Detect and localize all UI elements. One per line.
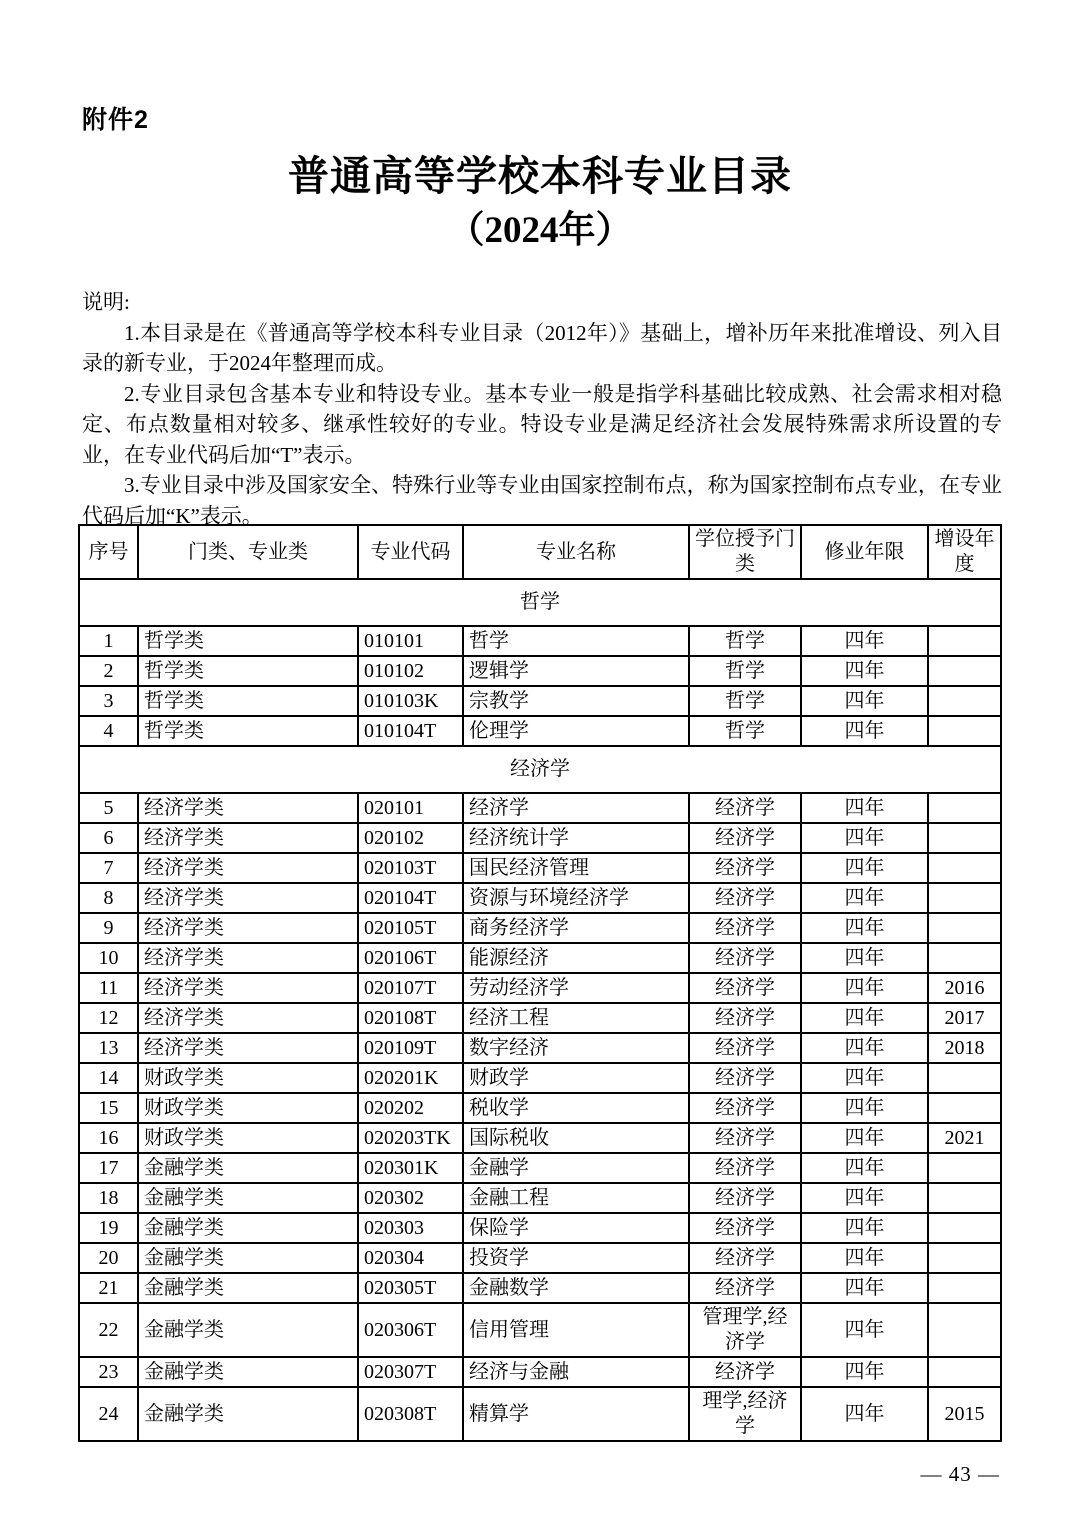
row-serial-no: 4 xyxy=(79,716,138,746)
row-serial-no: 1 xyxy=(79,626,138,656)
row-major-name: 投资学 xyxy=(463,1243,689,1273)
row-major-name: 资源与环境经济学 xyxy=(463,883,689,913)
majors-catalog-table xyxy=(78,524,1002,1442)
row-category: 经济学类 xyxy=(138,973,358,1003)
row-year-added xyxy=(928,1243,1001,1273)
table-row xyxy=(79,943,1001,973)
row-year-added: 2018 xyxy=(928,1033,1001,1063)
row-category: 哲学类 xyxy=(138,716,358,746)
row-degree-category: 经济学 xyxy=(689,883,801,913)
row-serial-no: 6 xyxy=(79,823,138,853)
row-major-code: 010104T xyxy=(358,716,463,746)
row-major-name: 金融学 xyxy=(463,1153,689,1183)
table-row xyxy=(79,686,1001,716)
table-row xyxy=(79,1213,1001,1243)
row-category: 经济学类 xyxy=(138,913,358,943)
row-serial-no: 5 xyxy=(79,793,138,823)
row-major-name: 经济学 xyxy=(463,793,689,823)
row-major-code: 020201K xyxy=(358,1063,463,1093)
row-degree-category: 经济学 xyxy=(689,1033,801,1063)
row-major-code: 010103K xyxy=(358,686,463,716)
row-year-added xyxy=(928,943,1001,973)
table-row xyxy=(79,1123,1001,1153)
row-major-name: 劳动经济学 xyxy=(463,973,689,1003)
note-paragraph-3: 3.专业目录中涉及国家安全、特殊行业等专业由国家控制布点，称为国家控制布点专业，在专业代码后加“K”表示。 xyxy=(82,473,1002,528)
row-category: 经济学类 xyxy=(138,823,358,853)
table-row xyxy=(79,1183,1001,1213)
table-row xyxy=(79,1303,1001,1357)
row-category: 金融学类 xyxy=(138,1213,358,1243)
table-row xyxy=(79,883,1001,913)
row-serial-no: 7 xyxy=(79,853,138,883)
table-row xyxy=(79,1003,1001,1033)
row-degree-category: 经济学 xyxy=(689,853,801,883)
row-major-code: 020103T xyxy=(358,853,463,883)
row-study-duration: 四年 xyxy=(801,1303,928,1357)
row-category: 金融学类 xyxy=(138,1357,358,1387)
row-degree-category: 经济学 xyxy=(689,1153,801,1183)
row-major-code: 020106T xyxy=(358,943,463,973)
row-major-name: 国民经济管理 xyxy=(463,853,689,883)
row-major-code: 020301K xyxy=(358,1153,463,1183)
row-major-name: 数字经济 xyxy=(463,1033,689,1063)
row-serial-no: 22 xyxy=(79,1303,138,1357)
row-year-added xyxy=(928,793,1001,823)
row-category: 经济学类 xyxy=(138,793,358,823)
table-row xyxy=(79,656,1001,686)
table-row xyxy=(79,973,1001,1003)
row-major-name: 商务经济学 xyxy=(463,913,689,943)
section-label: 哲学 xyxy=(79,579,1001,626)
row-degree-category: 经济学 xyxy=(689,1243,801,1273)
row-year-added xyxy=(928,823,1001,853)
table-row xyxy=(79,1357,1001,1387)
page-number: — 43 — xyxy=(920,1462,1000,1486)
row-serial-no: 24 xyxy=(79,1387,138,1441)
row-major-code: 020303 xyxy=(358,1213,463,1243)
row-year-added xyxy=(928,1183,1001,1213)
row-year-added xyxy=(928,656,1001,686)
row-year-added: 2021 xyxy=(928,1123,1001,1153)
row-major-name: 经济与金融 xyxy=(463,1357,689,1387)
row-major-name: 信用管理 xyxy=(463,1303,689,1357)
row-serial-no: 13 xyxy=(79,1033,138,1063)
row-study-duration: 四年 xyxy=(801,1213,928,1243)
row-category: 金融学类 xyxy=(138,1153,358,1183)
row-serial-no: 19 xyxy=(79,1213,138,1243)
table-row xyxy=(79,793,1001,823)
row-serial-no: 14 xyxy=(79,1063,138,1093)
row-category: 金融学类 xyxy=(138,1243,358,1273)
row-category: 哲学类 xyxy=(138,656,358,686)
row-major-code: 020203TK xyxy=(358,1123,463,1153)
row-degree-category: 经济学 xyxy=(689,1003,801,1033)
note-paragraph-1: 1.本目录是在《普通高等学校本科专业目录（2012年）》基础上，增补历年来批准增设、列入目录的新专业，于2024年整理而成。 xyxy=(82,320,1002,375)
table-row xyxy=(79,1273,1001,1303)
row-major-code: 020202 xyxy=(358,1093,463,1123)
row-study-duration: 四年 xyxy=(801,823,928,853)
row-year-added xyxy=(928,1303,1001,1357)
row-category: 金融学类 xyxy=(138,1387,358,1441)
row-degree-category: 经济学 xyxy=(689,913,801,943)
row-category: 金融学类 xyxy=(138,1273,358,1303)
row-degree-category: 管理学,经济学 xyxy=(689,1303,801,1357)
row-serial-no: 11 xyxy=(79,973,138,1003)
row-year-added: 2016 xyxy=(928,973,1001,1003)
header-category: 门类、专业类 xyxy=(138,525,358,579)
header-major-name: 专业名称 xyxy=(463,525,689,579)
row-major-name: 国际税收 xyxy=(463,1123,689,1153)
row-study-duration: 四年 xyxy=(801,1123,928,1153)
row-study-duration: 四年 xyxy=(801,943,928,973)
row-serial-no: 10 xyxy=(79,943,138,973)
row-year-added: 2017 xyxy=(928,1003,1001,1033)
row-major-name: 逻辑学 xyxy=(463,656,689,686)
row-year-added xyxy=(928,1357,1001,1387)
attachment-label: 附件2 xyxy=(82,106,149,134)
section-row xyxy=(79,746,1001,793)
row-year-added xyxy=(928,626,1001,656)
row-major-code: 020102 xyxy=(358,823,463,853)
table-row xyxy=(79,626,1001,656)
table-row xyxy=(79,853,1001,883)
row-serial-no: 17 xyxy=(79,1153,138,1183)
table-row xyxy=(79,913,1001,943)
row-study-duration: 四年 xyxy=(801,1183,928,1213)
table-row xyxy=(79,1033,1001,1063)
row-year-added xyxy=(928,1093,1001,1123)
row-major-code: 010101 xyxy=(358,626,463,656)
note-paragraph-2: 2.专业目录包含基本专业和特设专业。基本专业一般是指学科基础比较成熟、社会需求相对稳定、布点数量相对较多、继承性较好的专业。特设专业是满足经济社会发展特殊需求所设置的专业，在专业代码后加“T”表示。 xyxy=(82,381,1002,467)
row-study-duration: 四年 xyxy=(801,656,928,686)
row-serial-no: 16 xyxy=(79,1123,138,1153)
table-header-row xyxy=(79,525,1001,579)
row-study-duration: 四年 xyxy=(801,1273,928,1303)
row-degree-category: 经济学 xyxy=(689,1273,801,1303)
row-study-duration: 四年 xyxy=(801,973,928,1003)
row-study-duration: 四年 xyxy=(801,626,928,656)
row-category: 哲学类 xyxy=(138,626,358,656)
row-category: 财政学类 xyxy=(138,1063,358,1093)
row-study-duration: 四年 xyxy=(801,1063,928,1093)
section-row xyxy=(79,579,1001,626)
row-category: 财政学类 xyxy=(138,1123,358,1153)
row-degree-category: 哲学 xyxy=(689,716,801,746)
row-study-duration: 四年 xyxy=(801,1033,928,1063)
row-year-added: 2015 xyxy=(928,1387,1001,1441)
row-study-duration: 四年 xyxy=(801,1243,928,1273)
row-serial-no: 2 xyxy=(79,656,138,686)
row-serial-no: 23 xyxy=(79,1357,138,1387)
row-year-added xyxy=(928,716,1001,746)
row-major-code: 020304 xyxy=(358,1243,463,1273)
row-study-duration: 四年 xyxy=(801,1003,928,1033)
row-degree-category: 哲学 xyxy=(689,626,801,656)
header-serial-no: 序号 xyxy=(79,525,138,579)
row-year-added xyxy=(928,853,1001,883)
row-study-duration: 四年 xyxy=(801,1357,928,1387)
row-major-code: 020307T xyxy=(358,1357,463,1387)
notes-section xyxy=(82,287,1002,531)
page-title: 普通高等学校本科专业目录 xyxy=(288,153,792,199)
row-major-code: 020305T xyxy=(358,1273,463,1303)
row-category: 经济学类 xyxy=(138,943,358,973)
row-degree-category: 经济学 xyxy=(689,793,801,823)
row-year-added xyxy=(928,883,1001,913)
row-year-added xyxy=(928,1153,1001,1183)
row-major-code: 010102 xyxy=(358,656,463,686)
row-category: 经济学类 xyxy=(138,883,358,913)
row-study-duration: 四年 xyxy=(801,883,928,913)
row-major-code: 020104T xyxy=(358,883,463,913)
row-year-added xyxy=(928,913,1001,943)
row-study-duration: 四年 xyxy=(801,716,928,746)
row-major-name: 宗教学 xyxy=(463,686,689,716)
row-category: 经济学类 xyxy=(138,853,358,883)
row-year-added xyxy=(928,1063,1001,1093)
row-year-added xyxy=(928,686,1001,716)
row-major-code: 020302 xyxy=(358,1183,463,1213)
row-category: 财政学类 xyxy=(138,1093,358,1123)
row-major-code: 020306T xyxy=(358,1303,463,1357)
row-serial-no: 20 xyxy=(79,1243,138,1273)
row-degree-category: 理学,经济学 xyxy=(689,1387,801,1441)
row-major-name: 经济统计学 xyxy=(463,823,689,853)
row-degree-category: 经济学 xyxy=(689,1213,801,1243)
row-category: 金融学类 xyxy=(138,1183,358,1213)
row-degree-category: 经济学 xyxy=(689,1093,801,1123)
row-major-code: 020107T xyxy=(358,973,463,1003)
row-major-name: 经济工程 xyxy=(463,1003,689,1033)
row-major-code: 020101 xyxy=(358,793,463,823)
row-serial-no: 18 xyxy=(79,1183,138,1213)
table-row xyxy=(79,1153,1001,1183)
row-major-name: 能源经济 xyxy=(463,943,689,973)
row-degree-category: 经济学 xyxy=(689,1357,801,1387)
row-study-duration: 四年 xyxy=(801,686,928,716)
row-category: 金融学类 xyxy=(138,1303,358,1357)
row-degree-category: 经济学 xyxy=(689,823,801,853)
row-serial-no: 3 xyxy=(79,686,138,716)
header-study-duration: 修业年限 xyxy=(801,525,928,579)
row-study-duration: 四年 xyxy=(801,853,928,883)
table-row xyxy=(79,1387,1001,1441)
row-major-name: 财政学 xyxy=(463,1063,689,1093)
row-major-name: 金融工程 xyxy=(463,1183,689,1213)
row-serial-no: 9 xyxy=(79,913,138,943)
row-study-duration: 四年 xyxy=(801,913,928,943)
row-degree-category: 经济学 xyxy=(689,1183,801,1213)
row-degree-category: 哲学 xyxy=(689,656,801,686)
header-major-code: 专业代码 xyxy=(358,525,463,579)
page-subtitle: （2024年） xyxy=(447,210,633,251)
row-serial-no: 8 xyxy=(79,883,138,913)
row-major-code: 020109T xyxy=(358,1033,463,1063)
row-category: 哲学类 xyxy=(138,686,358,716)
row-serial-no: 12 xyxy=(79,1003,138,1033)
row-study-duration: 四年 xyxy=(801,1153,928,1183)
row-major-name: 金融数学 xyxy=(463,1273,689,1303)
row-major-name: 哲学 xyxy=(463,626,689,656)
row-category: 经济学类 xyxy=(138,1003,358,1033)
row-serial-no: 15 xyxy=(79,1093,138,1123)
row-major-name: 税收学 xyxy=(463,1093,689,1123)
table-row xyxy=(79,1093,1001,1123)
row-degree-category: 经济学 xyxy=(689,943,801,973)
row-study-duration: 四年 xyxy=(801,793,928,823)
row-degree-category: 经济学 xyxy=(689,1123,801,1153)
row-category: 经济学类 xyxy=(138,1033,358,1063)
row-major-name: 伦理学 xyxy=(463,716,689,746)
notes-label: 说明: xyxy=(82,290,130,314)
header-year-added: 增设年度 xyxy=(928,525,1001,579)
row-degree-category: 经济学 xyxy=(689,1063,801,1093)
row-year-added xyxy=(928,1213,1001,1243)
table-row xyxy=(79,1243,1001,1273)
row-major-code: 020108T xyxy=(358,1003,463,1033)
table-row xyxy=(79,1063,1001,1093)
row-study-duration: 四年 xyxy=(801,1093,928,1123)
header-degree-category: 学位授予门类 xyxy=(689,525,801,579)
row-major-code: 020105T xyxy=(358,913,463,943)
row-major-name: 精算学 xyxy=(463,1387,689,1441)
row-year-added xyxy=(928,1273,1001,1303)
table-row xyxy=(79,716,1001,746)
row-study-duration: 四年 xyxy=(801,1387,928,1441)
row-major-code: 020308T xyxy=(358,1387,463,1441)
table-row xyxy=(79,823,1001,853)
section-label: 经济学 xyxy=(79,746,1001,793)
row-major-name: 保险学 xyxy=(463,1213,689,1243)
row-serial-no: 21 xyxy=(79,1273,138,1303)
row-degree-category: 哲学 xyxy=(689,686,801,716)
row-degree-category: 经济学 xyxy=(689,973,801,1003)
